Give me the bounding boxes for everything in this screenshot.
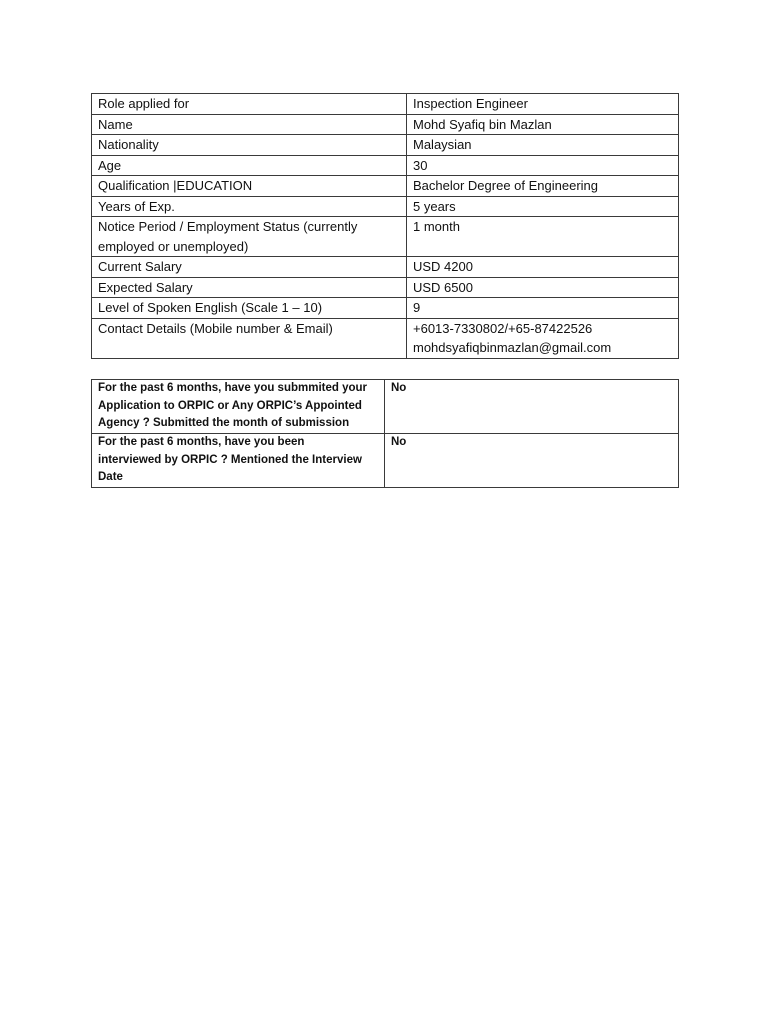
row-label-line: Notice Period / Employment Status (currently: [98, 219, 358, 234]
question-line: For the past 6 months, have you been: [98, 436, 305, 448]
table-row: [92, 176, 679, 197]
table-row: [92, 298, 679, 319]
row-value: Malaysian: [407, 135, 679, 156]
row-value: USD 6500: [407, 277, 679, 298]
row-label: Current Salary: [92, 257, 407, 278]
table-row: [92, 318, 679, 358]
row-value: [407, 318, 679, 358]
row-label: Expected Salary: [92, 277, 407, 298]
row-label: Level of Spoken English (Scale 1 – 10): [92, 298, 407, 319]
answer-cell: No: [385, 434, 679, 488]
row-value: 1 month: [407, 217, 679, 257]
row-value: 9: [407, 298, 679, 319]
question-line: Agency ? Submitted the month of submission: [98, 417, 350, 429]
table-row: [92, 380, 679, 434]
question-line: Date: [98, 471, 123, 483]
row-value: Bachelor Degree of Engineering: [407, 176, 679, 197]
row-label: Name: [92, 114, 407, 135]
row-value: USD 4200: [407, 257, 679, 278]
table-row: [92, 434, 679, 488]
table-row: [92, 196, 679, 217]
row-label: Age: [92, 155, 407, 176]
row-label: Qualification |EDUCATION: [92, 176, 407, 197]
table-row: [92, 94, 679, 115]
row-value: 30: [407, 155, 679, 176]
row-value: 5 years: [407, 196, 679, 217]
table-row: [92, 155, 679, 176]
question-line: For the past 6 months, have you submmited your: [98, 382, 368, 394]
question-line: interviewed by ORPIC ? Mentioned the Interview: [98, 453, 362, 466]
row-label: Years of Exp.: [92, 196, 407, 217]
application-history-table: [91, 379, 679, 488]
row-value: Mohd Syafiq bin Mazlan: [407, 114, 679, 135]
question-cell: [92, 434, 385, 488]
email-address: mohdsyafiqbinmazlan@gmail.com: [413, 340, 612, 355]
answer-cell: No: [385, 380, 679, 434]
row-label: Nationality: [92, 135, 407, 156]
row-label: Contact Details (Mobile number & Email): [92, 318, 407, 358]
table-row: [92, 217, 679, 257]
table-row: [92, 114, 679, 135]
phone-number: +6013-7330802/+65-87422526: [413, 320, 593, 336]
row-value: Inspection Engineer: [407, 94, 679, 115]
table-row: [92, 135, 679, 156]
table-row: [92, 257, 679, 278]
row-label-line: employed or unemployed): [98, 238, 249, 254]
question-line: Application to ORPIC or Any ORPIC’s Appointed: [98, 399, 362, 412]
row-label: Role applied for: [92, 94, 407, 115]
question-cell: [92, 380, 385, 434]
table-row: [92, 277, 679, 298]
candidate-info-table: [91, 93, 679, 359]
row-label: [92, 217, 407, 257]
